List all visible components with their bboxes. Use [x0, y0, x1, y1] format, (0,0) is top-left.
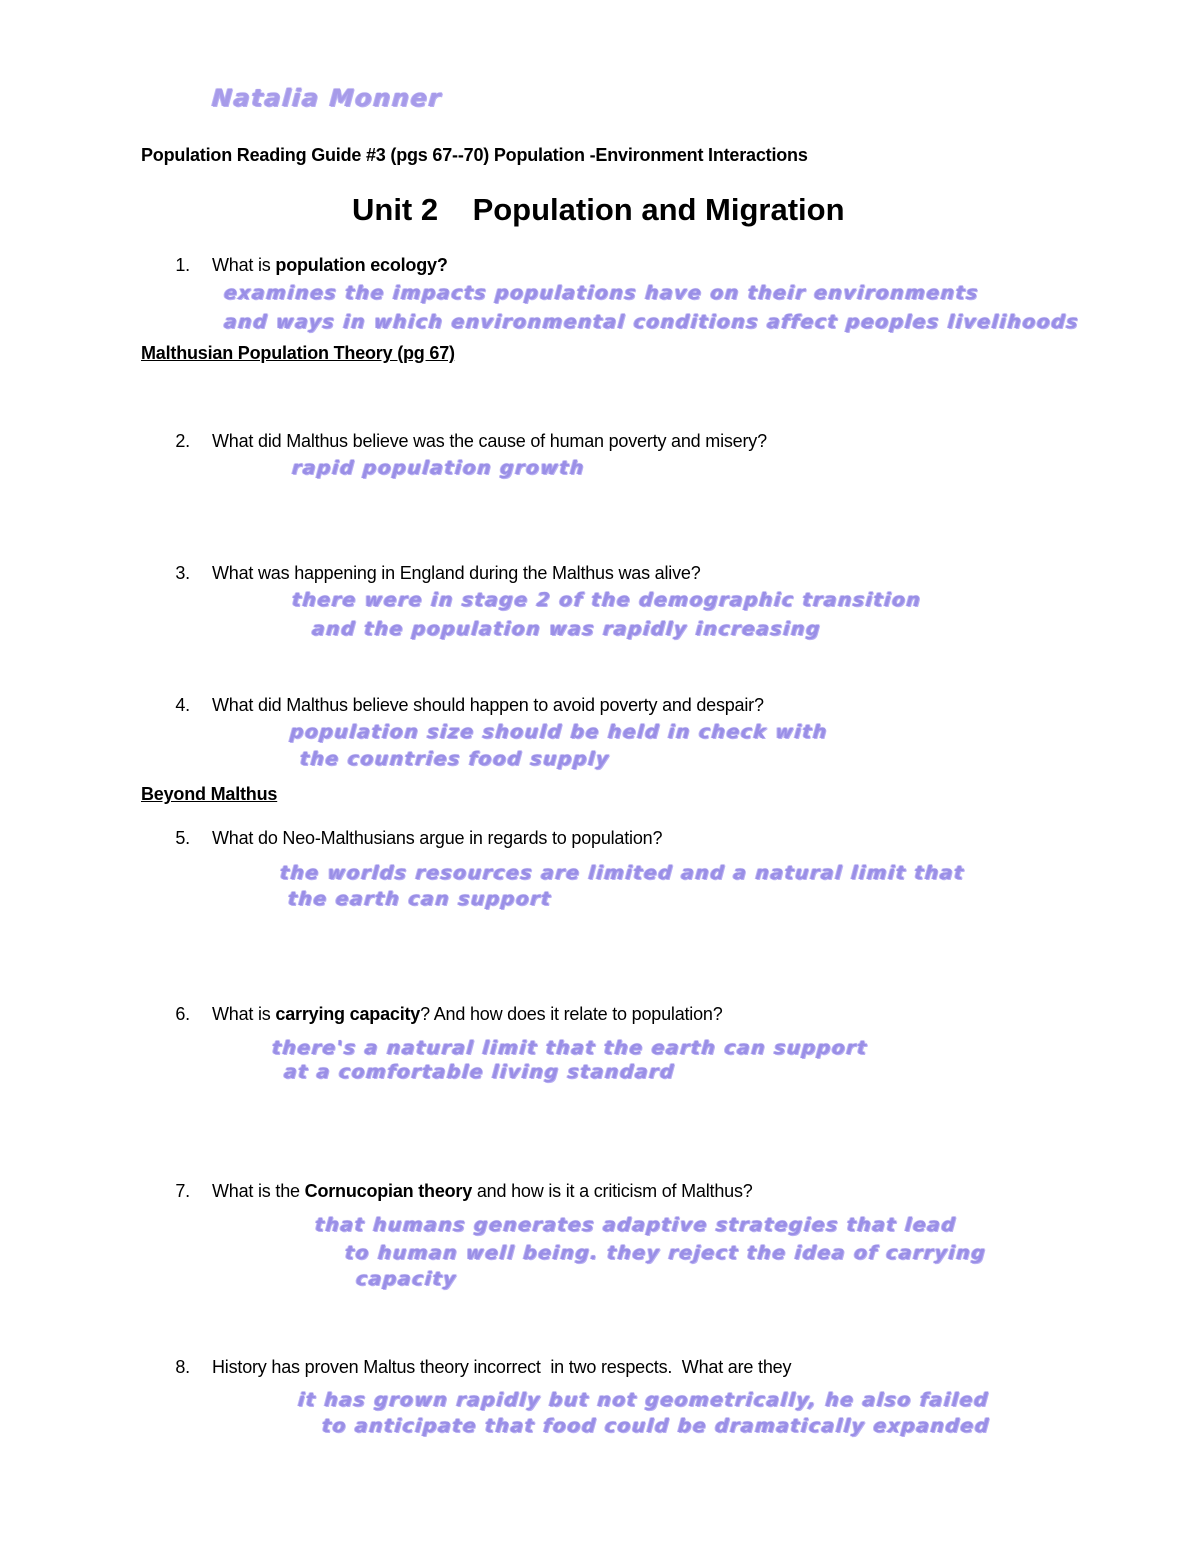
- answer-7-line-2: to human well being. they reject the idea of carrying: [344, 1242, 988, 1264]
- section-beyond-malthus: Beyond Malthus: [141, 784, 278, 804]
- answer-7-line-1: that humans generates adaptive strategies that lead: [314, 1214, 958, 1236]
- answer-1-line-2: and ways in which environmental conditions affect peoples livelihoods: [223, 311, 1080, 333]
- question-text: What is population ecology?: [212, 255, 448, 275]
- answer-4-line-1: population size should be held in check with: [289, 721, 829, 743]
- answer-4-line-2: the countries food supply: [299, 748, 611, 770]
- question-number: 5.: [175, 828, 190, 848]
- question-text: What do Neo-Malthusians argue in regards to population?: [212, 828, 663, 848]
- student-name: Natalia Monner: [211, 84, 443, 112]
- answer-3-line-1: there were in stage 2 of the demographic transition: [291, 589, 923, 611]
- answer-8-line-1: it has grown rapidly but not geometrically, he also failed: [297, 1389, 990, 1411]
- question-text: What did Malthus believe was the cause of human poverty and misery?: [212, 431, 767, 451]
- answer-8-line-2: to anticipate that food could be dramatically expanded: [321, 1415, 991, 1437]
- question-text: What did Malthus believe should happen to avoid poverty and despair?: [212, 695, 764, 715]
- question-number: 3.: [175, 563, 190, 583]
- question-number: 8.: [175, 1357, 190, 1377]
- page-title: Unit 2 Population and Migration: [352, 192, 845, 227]
- question-text: History has proven Maltus theory incorrect in two respects. What are they: [212, 1357, 792, 1377]
- question-text: What is carrying capacity? And how does it relate to population?: [212, 1004, 723, 1024]
- question-number: 6.: [175, 1004, 190, 1024]
- answer-3-line-2: and the population was rapidly increasing: [311, 618, 822, 640]
- section-malthusian: Malthusian Population Theory (pg 67): [141, 343, 455, 363]
- question-number: 2.: [175, 431, 190, 451]
- answer-5-line-2: the earth can support: [287, 888, 553, 910]
- question-number: 7.: [175, 1181, 190, 1201]
- answer-7-line-3: capacity: [355, 1268, 458, 1290]
- question-text: What is the Cornucopian theory and how is it a criticism of Malthus?: [212, 1181, 753, 1201]
- question-text: What was happening in England during the Malthus was alive?: [212, 563, 701, 583]
- question-number: 4.: [175, 695, 190, 715]
- answer-5-line-1: the worlds resources are limited and a natural limit that: [279, 862, 966, 884]
- answer-6-line-1: there's a natural limit that the earth can support: [271, 1037, 869, 1059]
- answer-2-line-1: rapid population growth: [291, 457, 586, 479]
- answer-1-line-1: examines the impacts populations have on their environments: [223, 282, 980, 304]
- question-number: 1.: [175, 255, 190, 275]
- guide-header: Population Reading Guide #3 (pgs 67--70) Population -Environment Interactions: [141, 145, 808, 165]
- answer-6-line-2: at a comfortable living standard: [283, 1061, 676, 1083]
